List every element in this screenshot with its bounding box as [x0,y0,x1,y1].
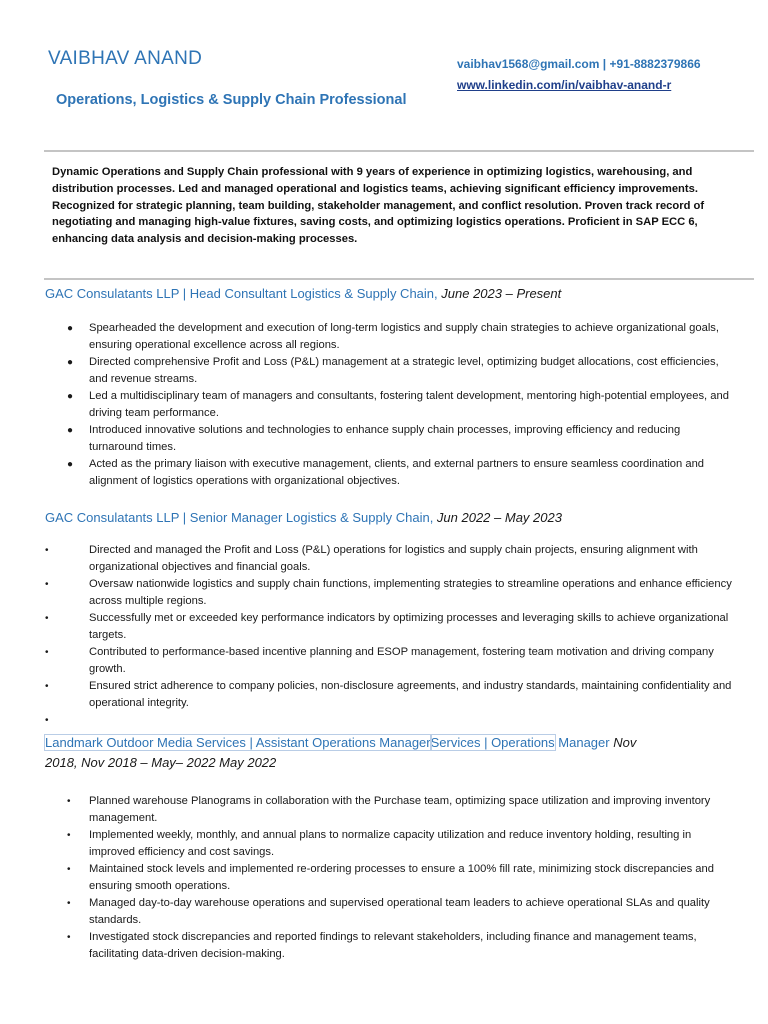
job-title-part: Manager [554,735,610,750]
job-title: GAC Consulatants LLP | Senior Manager Logistics & Supply Chain [45,510,430,525]
bullet-icon: ● [67,425,74,436]
list-item: • Oversaw nationwide logistics and supply chain functions, implementing strategies to streamline operations and enhance efficiency across multiple regions. [45,578,732,607]
list-item: • Managed day-to-day warehouse operations and supervised operational team leaders to achieve operational SLAs and quality standards. [67,897,710,926]
job-bullet-list [45,320,735,490]
list-item: • Contributed to performance-based incentive planning and ESOP management, fostering team motivation and driving company growth. [45,646,714,675]
bullet-icon: • [67,898,71,909]
bullet-icon: • [45,715,49,726]
job-title-line [45,733,735,773]
header-divider [44,150,754,152]
job-dates: June 2023 – Present [441,286,562,301]
job-entry-landmark [45,733,735,963]
summary-paragraph: Dynamic Operations and Supply Chain professional with 9 years of experience in optimizing logistics, warehousing, and distribution processes. Led and managed operational and logistics teams, achieving significant efficiency improvements. Recognized for strategic planning, team building, stakeholder management, and conflict resolution. Proven track record of negotiating and managing high-value fixtures, saving costs, and optimizing logistics operations. Proficient in SAP ECC 6, enhancing data analysis and decision-making processes. [52,166,705,246]
linkedin-link[interactable]: www.linkedin.com/in/vaibhav-anand-r [457,78,672,92]
bullet-icon: ● [67,459,74,470]
list-item: ● Directed comprehensive Profit and Loss (P&L) management at a strategic level, optimizing budget allocations, cost efficiencies, and revenue streams. [67,356,719,385]
bullet-icon: • [45,579,49,590]
bullet-icon: • [67,796,71,807]
bullet-icon: ● [67,357,74,368]
list-item: • Ensured strict adherence to company policies, non-disclosure agreements, and industry standards, maintaining confidentiality and operational integrity. [45,680,732,709]
job-dates: Jun 2022 – May 2023 [436,510,562,525]
list-item: • Planned warehouse Planograms in collaboration with the Purchase team, optimizing space utilization and improving inventory management. [67,795,711,824]
contact-block [457,54,701,96]
job-entry-head-consultant [45,284,735,490]
job-bullet-list [45,542,735,726]
job-title: GAC Consulatants LLP | Head Consultant Logistics & Supply Chain [45,286,435,301]
job-title-line: GAC Consulatants LLP | Head Consultant Logistics & Supply Chain, June 2023 – Present [45,286,562,301]
list-item: ● Acted as the primary liaison with executive management, clients, and external partners to ensure seamless coordination and alignment of logistics operations with organizational objectives. [67,458,705,487]
candidate-name: VAIBHAV ANAND [48,48,203,69]
list-item: • Investigated stock discrepancies and reported findings to relevant stakeholders, including finance and management teams, facilitating data-driven decision-making. [67,931,697,960]
bullet-icon: • [45,545,49,556]
bullet-icon: ● [67,323,74,334]
job-title-part: Services | Operations [430,735,555,750]
bullet-icon: • [67,932,71,943]
list-item: • Maintained stock levels and implemented re-ordering processes to ensure a 100% fill rate, minimizing stock discrepancies and ensuring smooth operations. [67,863,714,892]
professional-tagline: Operations, Logistics & Supply Chain Professional [56,92,407,108]
summary-divider [44,278,754,280]
email-phone[interactable]: vaibhav1568@gmail.com | +91-8882379866 [457,57,701,71]
list-item: ● Introduced innovative solutions and technologies to enhance supply chain processes, improving efficiency and reducing turnaround times. [67,424,681,453]
list-item: ● Led a multidisciplinary team of managers and consultants, fostering talent development, mentoring high-potential employees, and driving team performance. [67,390,729,419]
job-dates: Nov [613,735,637,750]
job-title-part: Landmark Outdoor Media Services | Assistant Operations Manager [45,735,431,750]
bullet-icon: • [45,613,49,624]
bullet-icon: • [67,830,71,841]
job-title-line: GAC Consulatants LLP | Senior Manager Logistics & Supply Chain, Jun 2022 – May 2023 [45,510,562,525]
bullet-icon: • [45,647,49,658]
bullet-icon: • [45,681,49,692]
list-item: ● Spearheaded the development and execution of long-term logistics and supply chain strategies to achieve organizational goals, ensuring operational excellence across all regions. [67,322,720,351]
list-item: • Successfully met or exceeded key performance indicators by optimizing processes and leveraging skills to achieve organizational targets. [45,612,729,641]
job-bullet-list [45,793,735,963]
bullet-icon: • [67,864,71,875]
job-dates: 2018, Nov 2018 – May– 2022 May 2022 [45,755,277,770]
list-item: • Implemented weekly, monthly, and annual plans to normalize capacity utilization and reduce inventory holding, resulting in improved efficiency and cost savings. [67,829,692,858]
list-item: • Directed and managed the Profit and Loss (P&L) operations for logistics and supply chain projects, ensuring alignment with organizational objectives and financial goals. [45,544,698,573]
bullet-icon: ● [67,391,74,402]
job-entry-senior-manager [45,508,735,726]
